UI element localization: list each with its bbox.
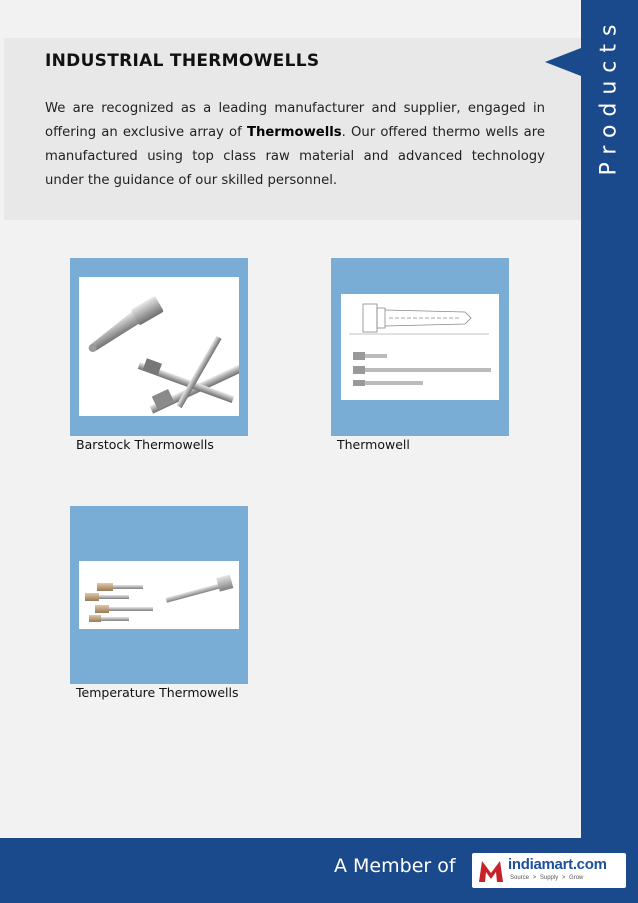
intro-bold-term: Thermowells [246,125,342,140]
pointer-arrow-icon [545,48,581,76]
barstock-thermowell-illustration [79,277,239,416]
product-caption: Temperature Thermowells [76,685,239,700]
product-image-temperature [79,561,239,629]
intro-paragraph [45,97,545,193]
footer-member-text: A Member of [334,855,456,877]
sidebar-label: Products [596,16,622,176]
intro-text-end: . Our offered thermo wells are manufactured using top class raw material and advanced technology under the guidance of our skilled personnel. [45,125,545,188]
page-title: INDUSTRIAL THERMOWELLS [45,51,320,71]
product-caption: Barstock Thermowells [76,437,214,452]
intro-text-start: We are recognized as a leading manufacturer and supplier, engaged in offering an exclusive array of [45,101,545,140]
product-image-thermowell [341,294,499,400]
logo-tagline: Source > Supply > Grow [510,875,584,881]
product-image-barstock [79,277,239,416]
indiamart-m-icon [476,855,506,885]
indiamart-logo[interactable] [472,853,626,888]
product-caption: Thermowell [337,437,410,452]
logo-wordmark: indiamart.com [508,856,607,873]
thermowell-illustration [341,294,499,400]
temperature-thermowell-illustration [79,561,239,629]
